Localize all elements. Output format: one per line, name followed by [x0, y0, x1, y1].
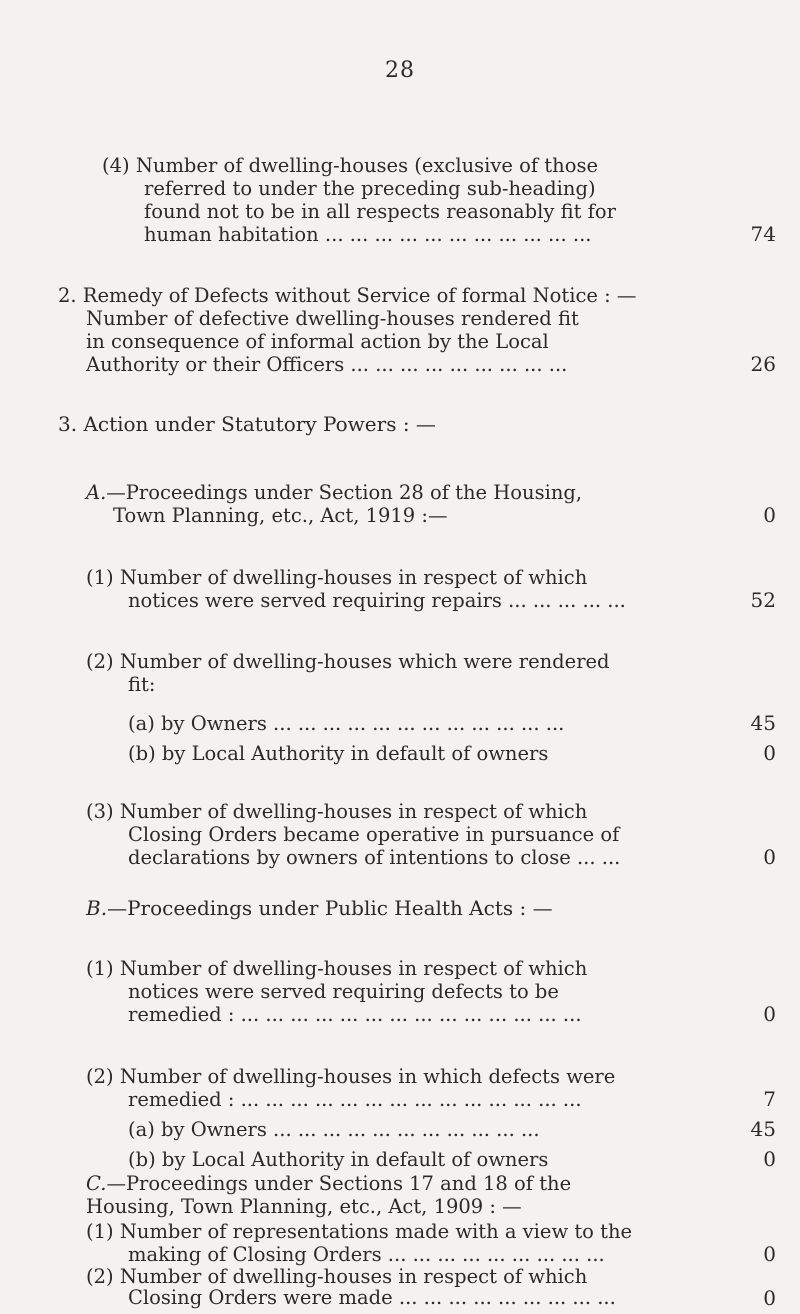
text-line: (2) Number of dwelling-houses in which defects were	[86, 1065, 616, 1088]
section-b-q2a-value: 45	[750, 1117, 776, 1141]
text-line: found not to be in all respects reasonably fit for	[144, 200, 616, 223]
section-b-q2a-text: (a) by Owners ... ... ... ... ... ... ... ... ... ... ...	[128, 1118, 540, 1141]
text-line: (1) Number of dwelling-houses in respect of which	[86, 957, 588, 980]
section-letter: C.	[86, 1172, 107, 1195]
section-b-q2-value: 7	[763, 1087, 776, 1111]
section-a-q1-text	[86, 566, 626, 612]
item-4-text	[102, 154, 616, 246]
text-line: (1) Number of dwelling-houses in respect of which	[86, 566, 588, 589]
text-line: remedied : ... ... ... ... ... ... ... ... ... ... ... ... ... ...	[128, 1088, 582, 1111]
section-a-q3-value: 0	[763, 845, 776, 869]
section-c-q2-text	[86, 1266, 616, 1308]
text-line: Authority or their Officers ... ... ... ... ... ... ... ... ...	[86, 353, 568, 376]
text-line: Number of defective dwelling-houses rendered fit	[86, 307, 579, 330]
section-c-q1-text	[86, 1220, 632, 1266]
section-c-q2-value: 0	[763, 1286, 776, 1310]
section-a-q2b-value: 0	[763, 741, 776, 765]
text-line: fit:	[128, 673, 156, 696]
section-a-q2b-text: (b) by Local Authority in default of owners	[128, 742, 549, 765]
text-line: —Proceedings under Sections 17 and 18 of the	[106, 1172, 572, 1195]
section-a-value: 0	[763, 503, 776, 527]
section-b-q2b-text: (b) by Local Authority in default of owners	[128, 1148, 549, 1171]
text-line: —Proceedings under Section 28 of the Housing,	[106, 481, 583, 504]
text-line: 2. Remedy of Defects without Service of formal Notice : —	[58, 284, 637, 307]
section-a-q2a-text: (a) by Owners ... ... ... ... ... ... ... ... ... ... ... ...	[128, 712, 565, 735]
section-b-q1-value: 0	[763, 1002, 776, 1026]
text-line: (1) Number of representations made with a view to the	[86, 1220, 633, 1243]
text-line: making of Closing Orders ... ... ... ... ... ... ... ... ...	[128, 1243, 605, 1266]
section-a-q3-text	[86, 800, 620, 869]
text-line: referred to under the preceding sub-heading)	[144, 177, 596, 200]
text-line: in consequence of informal action by the Local	[86, 330, 549, 353]
item-3-heading: 3. Action under Statutory Powers : —	[58, 412, 436, 436]
section-a-heading	[86, 481, 582, 527]
section-letter: A.	[86, 481, 107, 504]
section-b-q2-text	[86, 1065, 615, 1111]
text-line: (4) Number of dwelling-houses (exclusive of those	[102, 154, 598, 177]
text-line: (2) Number of dwelling-houses in respect of which	[86, 1265, 588, 1288]
section-a-q2a-value: 45	[750, 711, 776, 735]
item-4-value: 74	[750, 222, 776, 246]
text-line: —Proceedings under Public Health Acts : —	[107, 896, 553, 920]
text-line: remedied : ... ... ... ... ... ... ... ... ... ... ... ... ... ...	[128, 1003, 582, 1026]
text-line: (3) Number of dwelling-houses in respect of which	[86, 800, 588, 823]
section-b-q1-text	[86, 957, 587, 1026]
section-c-q1-value: 0	[763, 1242, 776, 1266]
item-2-value: 26	[750, 352, 776, 376]
section-a-q2-text	[86, 650, 610, 696]
text-line: Town Planning, etc., Act, 1919 :—	[113, 504, 448, 527]
section-c-heading	[86, 1172, 571, 1218]
item-2-text	[58, 284, 636, 376]
text-line: declarations by owners of intentions to close ... ...	[128, 846, 621, 869]
text-line: (2) Number of dwelling-houses which were rendered	[86, 650, 610, 673]
text-line: Housing, Town Planning, etc., Act, 1909 : —	[86, 1195, 522, 1218]
section-letter: B.	[86, 896, 108, 920]
text-line: Closing Orders were made ... ... ... ... ... ... ... ... ...	[128, 1286, 616, 1309]
section-a-q1-value: 52	[750, 588, 776, 612]
text-line: notices were served requiring repairs ... ... ... ... ...	[128, 589, 626, 612]
text-line: notices were served requiring defects to be	[128, 980, 559, 1003]
page-number: 28	[385, 58, 415, 83]
section-b-heading	[86, 897, 553, 920]
section-b-q2b-value: 0	[763, 1147, 776, 1171]
text-line: human habitation ... ... ... ... ... ... ... ... ... ... ...	[144, 223, 592, 246]
text-line: Closing Orders became operative in pursuance of	[128, 823, 620, 846]
